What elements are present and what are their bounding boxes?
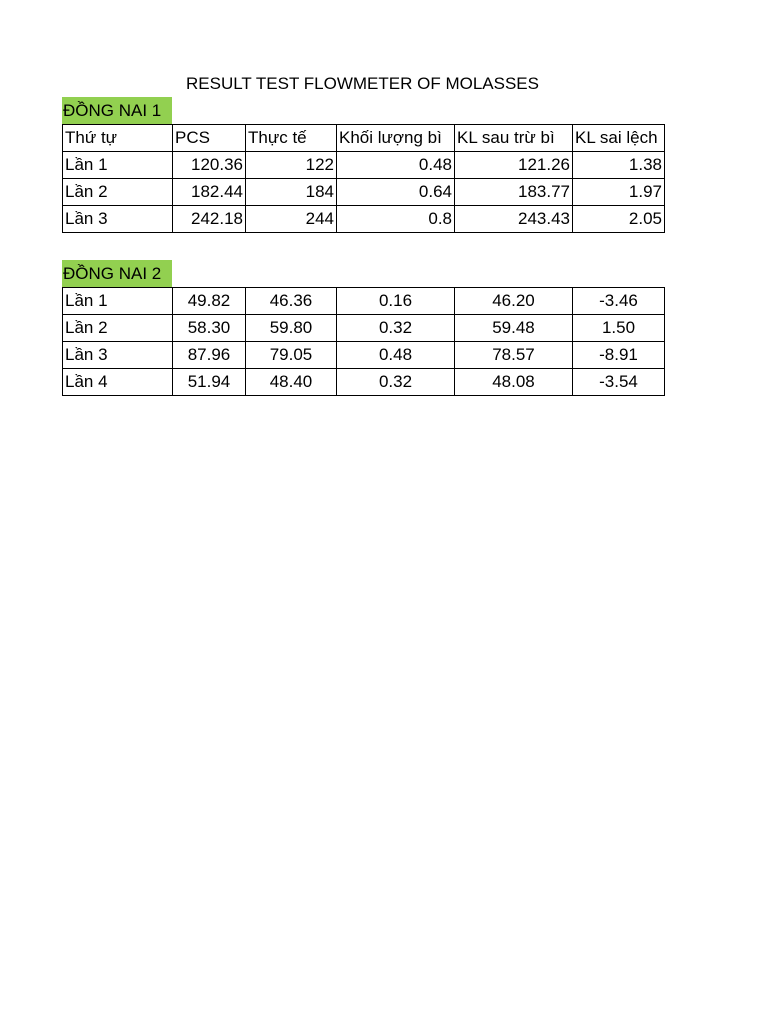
table-cell[interactable]: -3.54 — [573, 369, 665, 396]
table-cell[interactable]: 2.05 — [573, 206, 665, 233]
table-cell[interactable]: 244 — [246, 206, 337, 233]
table-cell[interactable]: 0.32 — [337, 369, 455, 396]
table-cell[interactable]: 183.77 — [455, 179, 573, 206]
page-title: RESULT TEST FLOWMETER OF MOLASSES — [186, 74, 539, 93]
table-row — [63, 342, 665, 369]
table-cell[interactable]: 0.8 — [337, 206, 455, 233]
table-cell[interactable]: Lần 2 — [63, 315, 173, 342]
table-row — [63, 288, 665, 315]
table-cell[interactable]: 48.40 — [246, 369, 337, 396]
table-cell[interactable]: 49.82 — [173, 288, 246, 315]
table-cell[interactable]: 87.96 — [173, 342, 246, 369]
table-row — [63, 206, 665, 233]
table-cell[interactable]: 0.48 — [337, 342, 455, 369]
table-cell[interactable]: 0.32 — [337, 315, 455, 342]
table-cell[interactable]: 51.94 — [173, 369, 246, 396]
table-cell[interactable]: 182.44 — [173, 179, 246, 206]
table-cell[interactable]: 1.97 — [573, 179, 665, 206]
table-cell[interactable]: 46.36 — [246, 288, 337, 315]
table-cell[interactable]: 79.05 — [246, 342, 337, 369]
table-cell[interactable]: Lần 3 — [63, 206, 173, 233]
table-cell[interactable]: 48.08 — [455, 369, 573, 396]
section-label-dong-nai-2[interactable]: ĐỒNG NAI 2 — [62, 260, 172, 287]
table-cell[interactable]: Lần 3 — [63, 342, 173, 369]
table-cell[interactable]: 59.48 — [455, 315, 573, 342]
table-cell[interactable]: 0.16 — [337, 288, 455, 315]
table-cell[interactable]: 184 — [246, 179, 337, 206]
header-cell[interactable]: KL sau trừ bì — [455, 125, 573, 152]
header-cell[interactable]: Thứ tự — [63, 125, 173, 152]
table-cell[interactable]: 46.20 — [455, 288, 573, 315]
table-cell[interactable]: 0.48 — [337, 152, 455, 179]
table-cell[interactable]: 78.57 — [455, 342, 573, 369]
table-cell[interactable]: 1.38 — [573, 152, 665, 179]
header-cell[interactable]: Khối lượng bì — [337, 125, 455, 152]
table-cell[interactable]: Lần 1 — [63, 288, 173, 315]
header-cell[interactable]: PCS — [173, 125, 246, 152]
table-cell[interactable]: 0.64 — [337, 179, 455, 206]
table-header-row — [63, 125, 665, 152]
table-cell[interactable]: 120.36 — [173, 152, 246, 179]
table-cell[interactable]: Lần 1 — [63, 152, 173, 179]
header-cell[interactable]: Thực tế — [246, 125, 337, 152]
table-cell[interactable]: -3.46 — [573, 288, 665, 315]
table-cell[interactable]: 242.18 — [173, 206, 246, 233]
table-row — [63, 152, 665, 179]
table-dong-nai-1 — [62, 124, 665, 233]
table-cell[interactable]: 121.26 — [455, 152, 573, 179]
table-cell[interactable]: 58.30 — [173, 315, 246, 342]
table-cell[interactable]: 122 — [246, 152, 337, 179]
table-cell[interactable]: 1.50 — [573, 315, 665, 342]
table-row — [63, 315, 665, 342]
table-cell[interactable]: 59.80 — [246, 315, 337, 342]
table-row — [63, 179, 665, 206]
table-cell[interactable]: Lần 4 — [63, 369, 173, 396]
table-dong-nai-2 — [62, 287, 665, 396]
table-row — [63, 369, 665, 396]
section-label-dong-nai-1[interactable]: ĐỒNG NAI 1 — [62, 97, 172, 124]
table-cell[interactable]: 243.43 — [455, 206, 573, 233]
table-cell[interactable]: -8.91 — [573, 342, 665, 369]
header-cell[interactable]: KL sai lệch — [573, 125, 665, 152]
table-cell[interactable]: Lần 2 — [63, 179, 173, 206]
